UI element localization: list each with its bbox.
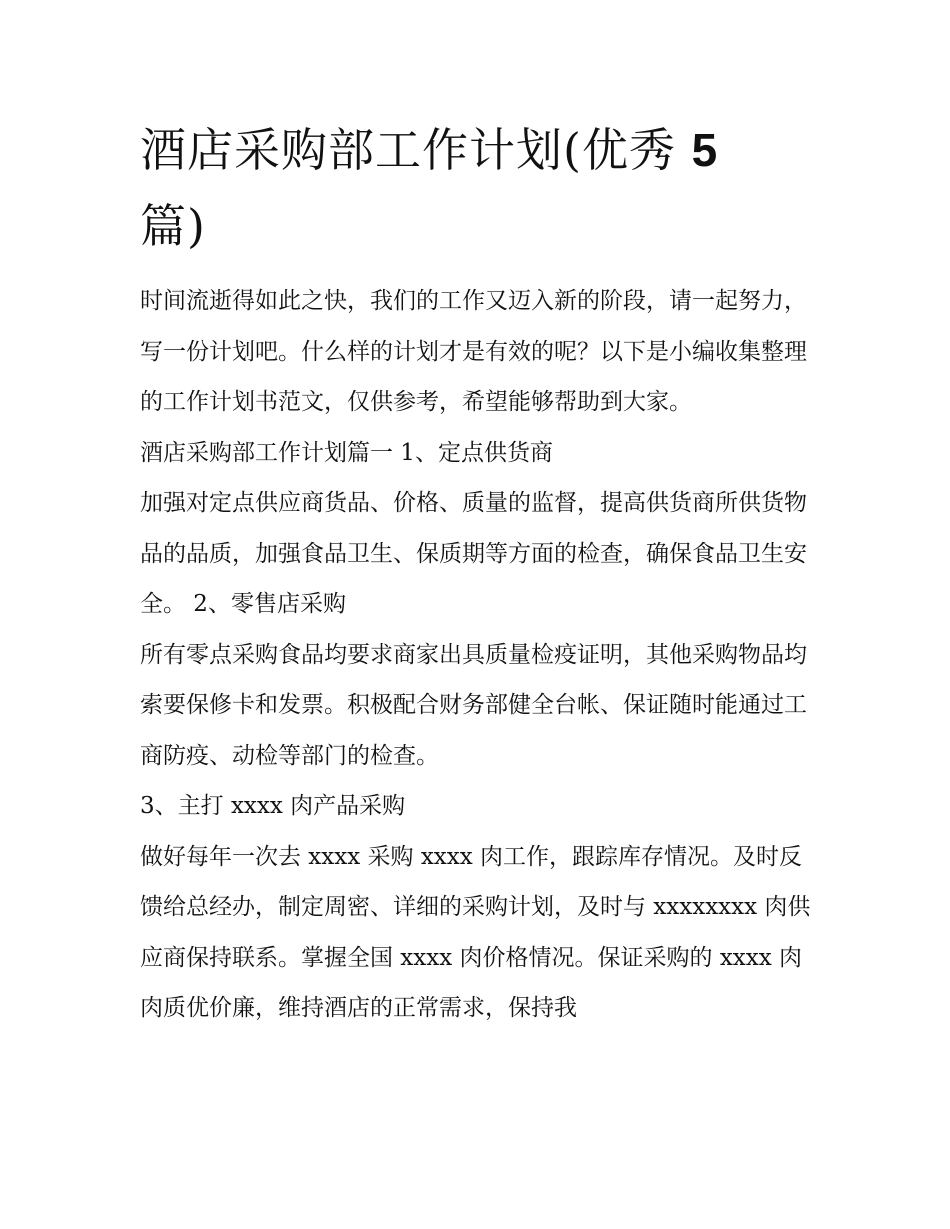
section-heading-supplier: 酒店采购部工作计划篇一 1、定点供货商 — [140, 439, 553, 466]
section-heading-meat: 3、主打 xxxx 肉产品采购 — [140, 793, 406, 819]
title-end-text: 篇) — [140, 199, 206, 253]
retail-paragraph: 所有零点采购食品均要求商家出具质量检疫证明，其他采购物品均索要保修卡和发票。积极配合财务部健全台帐、保证随时能通过工商防疫、动检等部门的检查。 — [140, 641, 807, 769]
document-title — [140, 112, 820, 264]
document-body — [140, 276, 820, 1034]
supplier-paragraph: 加强对定点供应商货品、价格、质量的监督，提高供货商所供货物品的品质，加强食品卫生、保质期等方面的检查，确保食品卫生安全。 2、零售店采购 — [140, 490, 807, 617]
title-number: 5 — [691, 124, 719, 176]
intro-paragraph: 时间流逝得如此之快，我们的工作又迈入新的阶段，请一起努力，写一份计划吧。什么样的计划才是有效的呢？以下是小编收集整理的工作计划书范文，仅供参考，希望能够帮助到大家。 — [140, 288, 807, 415]
meat-paragraph: 做好每年一次去 xxxx 采购 xxxx 肉工作，跟踪库存情况。及时反馈给总经办，制定周密、详细的采购计划，及时与 xxxxxxxx 肉供应商保持联系。掌握全国 xxxx 肉价格情况。保证采购的 xxxx 肉肉质优价廉，维持酒店的正常需求，保持我 — [140, 843, 811, 1021]
title-main-text: 酒店采购部工作计划(优秀 — [140, 123, 676, 177]
